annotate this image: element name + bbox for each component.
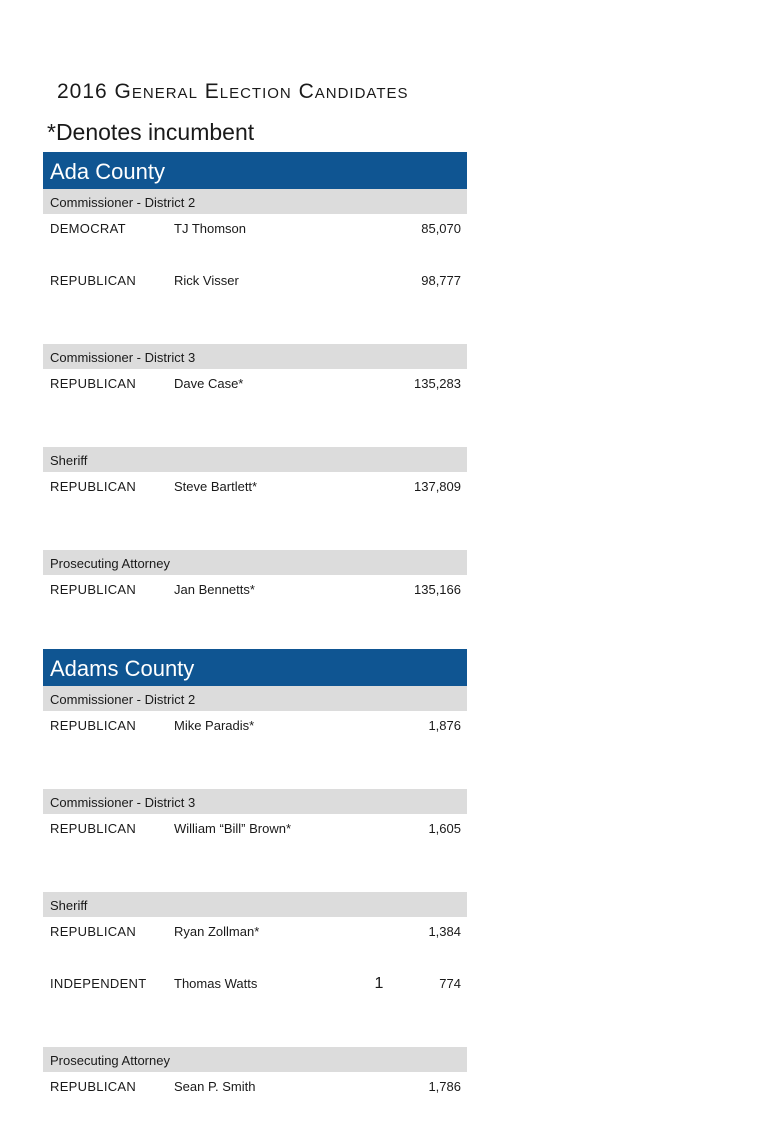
candidate-votes: 137,809 [414,479,461,494]
candidate-party: REPUBLICAN [50,1079,137,1094]
candidate-row [43,266,467,318]
county-section-ada [43,152,467,627]
office-header: Commissioner - District 3 [43,789,467,814]
candidate-votes: 1,605 [428,821,461,836]
page-number: 1 [374,975,384,992]
office-section [43,686,467,763]
candidate-votes: 1,786 [428,1079,461,1094]
candidate-votes: 1,876 [428,718,461,733]
incumbent-note: *Denotes incumbent [47,119,255,145]
candidate-row [43,214,467,266]
office-section [43,550,467,627]
office-section [43,1047,467,1124]
candidate-row [43,814,467,866]
candidate-name: Sean P. Smith [174,1079,256,1094]
candidate-name: Rick Visser [174,273,239,288]
candidate-party: DEMOCRAT [50,221,126,236]
office-header: Commissioner - District 3 [43,344,467,369]
candidate-votes: 85,070 [421,221,461,236]
candidate-votes: 1,384 [428,924,461,939]
candidate-name: Dave Case* [174,376,244,391]
office-section [43,189,467,318]
office-section [43,789,467,866]
county-header: Ada County [43,152,467,189]
candidate-row [43,917,467,969]
candidate-party: INDEPENDENT [50,976,147,991]
candidate-votes: 98,777 [421,273,461,288]
candidate-name: Jan Bennetts* [174,582,255,597]
page-title: 2016 General Election Candidates [57,80,409,103]
candidate-name: Ryan Zollman* [174,924,260,939]
candidate-row [43,1072,467,1124]
candidate-row [43,369,467,421]
candidate-row [43,575,467,627]
candidate-party: REPUBLICAN [50,273,137,288]
candidate-party: REPUBLICAN [50,924,137,939]
office-header: Sheriff [43,892,467,917]
candidate-votes: 774 [439,976,461,991]
office-header: Commissioner - District 2 [43,189,467,214]
office-section [43,892,467,1021]
office-header: Sheriff [43,447,467,472]
candidate-party: REPUBLICAN [50,376,137,391]
candidate-name: William “Bill” Brown* [174,821,292,836]
office-header: Commissioner - District 2 [43,686,467,711]
office-section [43,447,467,524]
county-header: Adams County [43,649,467,686]
candidate-party: REPUBLICAN [50,479,137,494]
candidate-row [43,472,467,524]
candidate-party: REPUBLICAN [50,582,137,597]
candidate-party: REPUBLICAN [50,821,137,836]
candidate-votes: 135,166 [414,582,461,597]
candidate-votes: 135,283 [414,376,461,391]
office-header: Prosecuting Attorney [43,1047,467,1072]
candidate-party: REPUBLICAN [50,718,137,733]
candidate-name: Mike Paradis* [174,718,255,733]
candidate-name: Steve Bartlett* [174,479,258,494]
candidate-row [43,711,467,763]
office-section [43,344,467,421]
candidate-name: Thomas Watts [174,976,258,991]
candidate-name: TJ Thomson [174,221,247,236]
office-header: Prosecuting Attorney [43,550,467,575]
county-section-adams [43,649,467,1124]
